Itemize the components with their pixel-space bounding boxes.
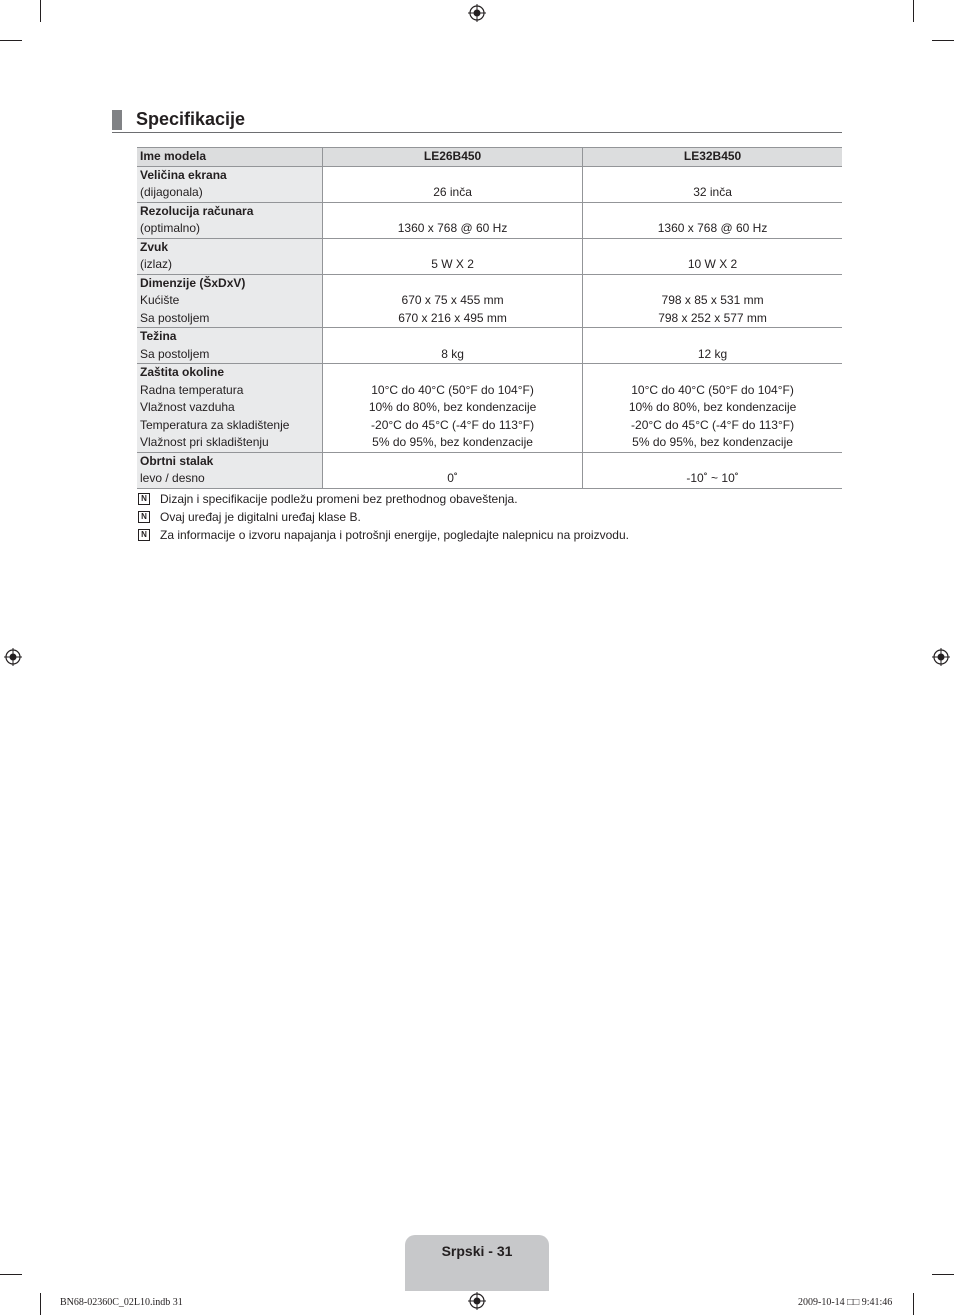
crop-mark [913, 0, 914, 22]
note-text: Ovaj uređaj je digitalni uređaj klase B. [160, 510, 361, 524]
spec-value-cell [583, 238, 842, 274]
table-header-row [137, 148, 842, 167]
registration-mark-icon [468, 4, 486, 22]
spec-value: 0˚ [447, 471, 458, 485]
spec-label: (izlaz) [140, 257, 172, 271]
spec-value-cell [583, 202, 842, 238]
crop-mark [40, 1293, 41, 1315]
column-header: LE32B450 [583, 148, 842, 167]
spec-value: 12 kg [697, 346, 728, 361]
spec-label: Temperatura za skladištenje [140, 417, 290, 432]
spec-group-heading: Veličina ekrana [140, 167, 227, 182]
column-header: LE26B450 [323, 148, 583, 167]
spec-value: 32 inča [693, 185, 732, 199]
table-row [137, 166, 842, 202]
spec-label-cell [137, 238, 323, 274]
spec-group-heading: Težina [140, 329, 177, 343]
spec-group-heading: Zvuk [140, 239, 169, 254]
page-number: Srpski - 31 [441, 1243, 513, 1259]
spec-label: Sa postoljem [140, 310, 210, 325]
spec-value: 10 W X 2 [687, 257, 738, 271]
spec-value: 798 x 85 x 531 mm [661, 293, 764, 307]
table-row [137, 452, 842, 488]
crop-mark [913, 1293, 914, 1315]
title-bar-icon [112, 110, 122, 130]
spec-value-cell [323, 452, 583, 488]
spec-value: 670 x 216 x 495 mm [398, 310, 507, 325]
spec-value-cell [323, 364, 583, 453]
note-item [137, 526, 629, 544]
spec-group-heading: Rezolucija računara [140, 203, 254, 218]
note-text: Za informacije o izvoru napajanja i potrošnji energije, pogledajte nalepnicu na proizvodu. [160, 528, 629, 542]
spec-value: 1360 x 768 @ 60 Hz [397, 221, 508, 235]
spec-label-cell [137, 202, 323, 238]
registration-mark-icon [4, 648, 22, 666]
table-row [137, 202, 842, 238]
spec-value-cell [583, 274, 842, 328]
spec-value-cell [323, 166, 583, 202]
note-icon: N [138, 493, 150, 505]
spec-label: Sa postoljem [140, 346, 210, 361]
note-text: Dizajn i specifikacije podležu promeni bez prethodnog obaveštenja. [160, 492, 518, 506]
spec-value-cell [583, 166, 842, 202]
spec-value-cell [583, 364, 842, 453]
spec-value: 10°C do 40°C (50°F do 104°F) [371, 382, 534, 397]
note-icon: N [138, 511, 150, 523]
crop-mark [932, 1274, 954, 1275]
note-icon: N [138, 529, 150, 541]
spec-value: -10˚ ~ 10˚ [686, 471, 739, 485]
section-header [112, 108, 842, 133]
spec-value: 5% do 95%, bez kondenzacije [632, 435, 793, 449]
spec-label: (dijagonala) [140, 185, 203, 199]
spec-value-cell [583, 452, 842, 488]
page-title: Specifikacije [136, 109, 246, 129]
spec-value: 5% do 95%, bez kondenzacije [372, 435, 533, 449]
table-row [137, 328, 842, 364]
spec-label: Kućište [140, 293, 180, 307]
spec-label-cell [137, 328, 323, 364]
note-item [137, 490, 629, 508]
spec-label: (optimalno) [140, 221, 201, 235]
spec-group-heading: Obrtni stalak [140, 453, 214, 468]
registration-mark-icon [468, 1292, 486, 1310]
spec-value: -20°C do 45°C (-4°F do 113°F) [631, 417, 795, 432]
note-item [137, 508, 629, 526]
spec-value-cell [583, 328, 842, 364]
spec-label-cell [137, 166, 323, 202]
spec-group-heading: Zaštita okoline [140, 365, 225, 379]
spec-label-cell [137, 274, 323, 328]
spec-label: levo / desno [140, 471, 205, 485]
table-row [137, 238, 842, 274]
registration-mark-icon [932, 648, 950, 666]
crop-mark [0, 40, 22, 41]
spec-group-heading: Dimenzije (ŠxDxV) [140, 275, 246, 290]
table-row [137, 274, 842, 328]
spec-value: 798 x 252 x 577 mm [658, 310, 767, 325]
spec-value: 8 kg [441, 346, 464, 361]
spec-value: 670 x 75 x 455 mm [401, 293, 504, 307]
spec-value-cell [323, 274, 583, 328]
spec-value: 10% do 80%, bez kondenzacije [628, 400, 797, 414]
notes-list [137, 490, 629, 544]
spec-value-cell [323, 328, 583, 364]
crop-mark [932, 40, 954, 41]
table-row [137, 364, 842, 453]
spec-label-cell [137, 452, 323, 488]
crop-mark [0, 1274, 22, 1275]
spec-table [137, 147, 842, 489]
print-slug-date: 2009-10-14 □□ 9:41:46 [798, 1297, 893, 1308]
spec-value-cell [323, 202, 583, 238]
spec-label: Vlažnost vazduha [140, 400, 235, 414]
spec-value: 10°C do 40°C (50°F do 104°F) [631, 382, 794, 397]
column-header: Ime modela [137, 148, 323, 167]
print-slug-file: BN68-02360C_02L10.indb 31 [60, 1297, 183, 1308]
spec-value: -20°C do 45°C (-4°F do 113°F) [371, 417, 535, 432]
spec-label-cell [137, 364, 323, 453]
spec-value: 26 inča [433, 185, 472, 199]
spec-value: 1360 x 768 @ 60 Hz [657, 221, 768, 235]
spec-value: 5 W X 2 [431, 257, 474, 271]
spec-label: Vlažnost pri skladištenju [140, 435, 269, 449]
spec-label: Radna temperatura [140, 382, 244, 397]
crop-mark [40, 0, 41, 22]
page-number-tab [405, 1235, 549, 1291]
spec-value-cell [323, 238, 583, 274]
spec-value: 10% do 80%, bez kondenzacije [368, 400, 537, 414]
